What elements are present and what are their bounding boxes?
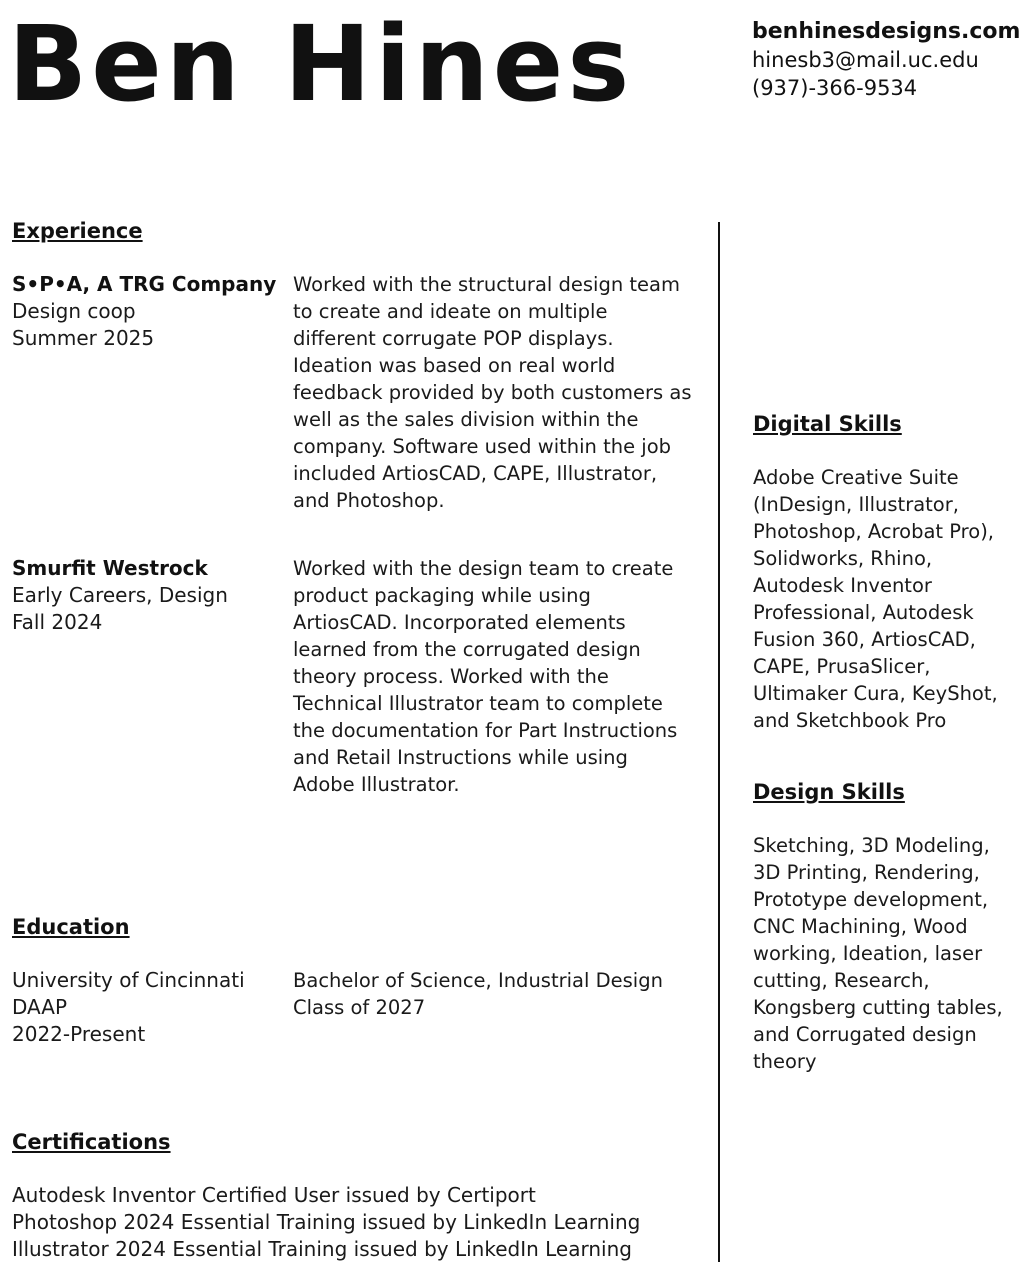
website-link[interactable]: benhinesdesigns.com <box>752 19 1021 44</box>
name-title: Ben Hines <box>8 3 634 125</box>
education-heading: Education <box>12 915 130 939</box>
certifications-list <box>12 1182 712 1263</box>
job-2-role: Early Careers, Design <box>12 583 228 607</box>
education-degree-block <box>293 967 703 1021</box>
certifications-heading: Certifications <box>12 1130 171 1154</box>
job-2-description: Worked with the design team to create product packaging while using ArtiosCAD. Incorporated elements learned from the corrugated design theory process. Worked with the Technical Illustrator team to complete the documentation for Part Instructions and Retail Instructions while using Adobe Illustrator. <box>293 557 678 796</box>
job-1-description: Worked with the structural design team to create and ideate on multiple different corrugate POP displays. Ideation was based on real world feedback provided by both customers as well as the sales division within the company. Software used within the job included ArtiosCAD, CAPE, Illustrator, and Photoshop. <box>293 273 692 512</box>
education-college: DAAP <box>12 995 68 1019</box>
design-skills-text: Sketching, 3D Modeling, 3D Printing, Rendering, Prototype development, CNC Machining, Wood working, Ideation, laser cutting, Research, Kongsberg cutting tables, and Corrugated design theory <box>753 834 1003 1073</box>
education-degree: Bachelor of Science, Industrial Design <box>293 969 663 992</box>
education-years: 2022-Present <box>12 1022 146 1046</box>
certification-item: Autodesk Inventor Certified User issued by Certiport <box>12 1183 536 1207</box>
column-divider <box>718 222 720 1262</box>
job-1-meta <box>12 271 282 352</box>
certification-item: Photoshop 2024 Essential Training issued by LinkedIn Learning <box>12 1210 641 1234</box>
digital-skills-text: Adobe Creative Suite (InDesign, Illustrator, Photoshop, Acrobat Pro), Solidworks, Rhino, Autodesk Inventor Professional, Autodesk Fusion 360, ArtiosCAD, CAPE, PrusaSlicer, Ultimaker Cura, KeyShot, and Sketchbook Pro <box>753 466 998 732</box>
certification-item: Illustrator 2024 Essential Training issued by LinkedIn Learning <box>12 1237 632 1261</box>
design-skills-heading: Design Skills <box>753 780 905 804</box>
digital-skills-heading: Digital Skills <box>753 412 902 436</box>
job-2-company: Smurfit Westrock <box>12 556 208 580</box>
job-2-meta <box>12 555 282 636</box>
education-school-block <box>12 967 282 1048</box>
job-2-period: Fall 2024 <box>12 610 103 634</box>
job-1-role: Design coop <box>12 299 136 323</box>
experience-heading: Experience <box>12 219 143 243</box>
contact-block <box>752 18 1020 102</box>
education-school: University of Cincinnati <box>12 968 245 992</box>
phone-number: (937)-366-9534 <box>752 76 918 100</box>
email-link[interactable]: hinesb3@mail.uc.edu <box>752 48 979 72</box>
education-class-of: Class of 2027 <box>293 996 426 1019</box>
job-1-company: S•P•A, A TRG Company <box>12 272 277 296</box>
job-1-period: Summer 2025 <box>12 326 155 350</box>
